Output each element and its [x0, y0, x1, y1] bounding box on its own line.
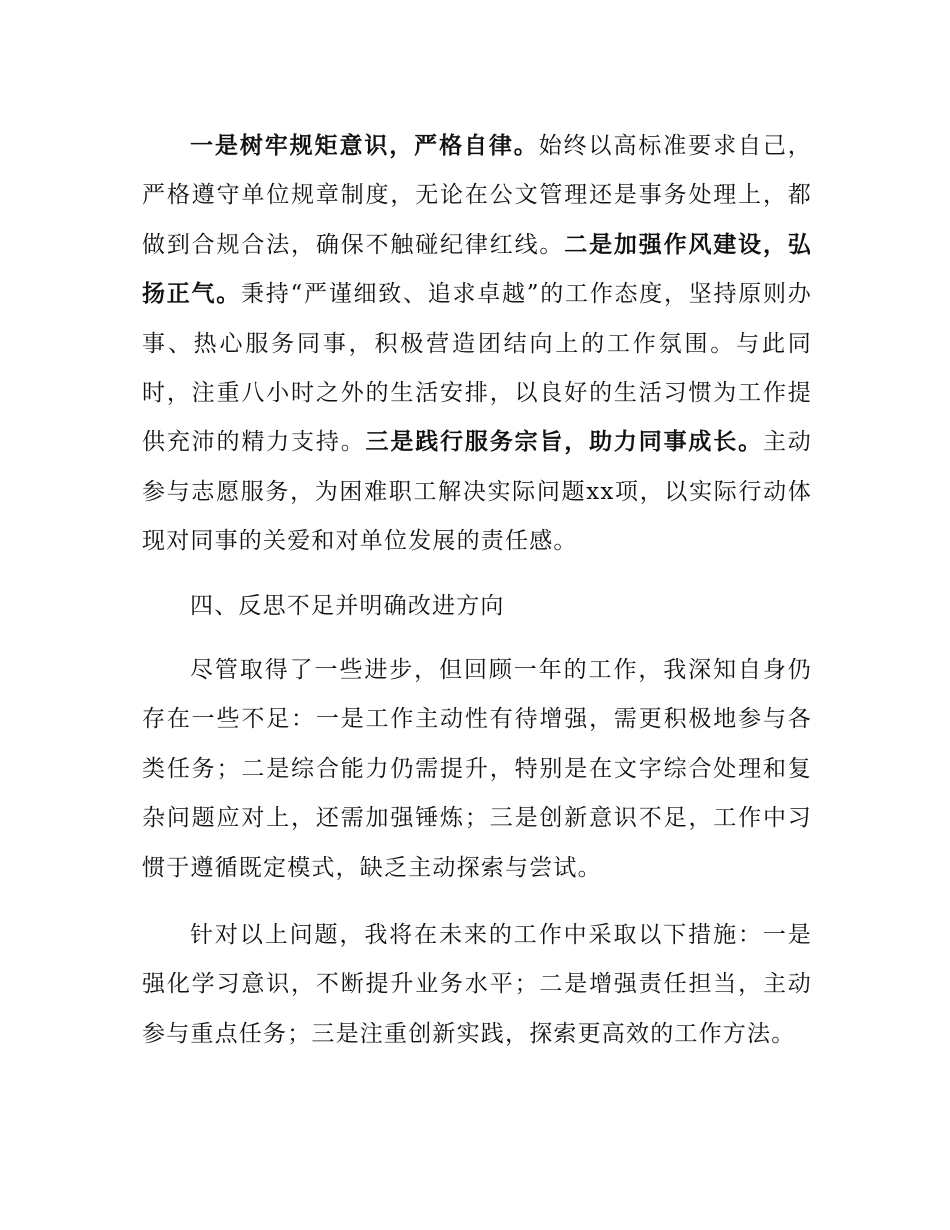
- paragraph-discipline: [142, 122, 812, 567]
- paragraph-text-2: 秉持“严谨细致、追求卓越”的工作态度，坚持原则办事、热心服务同事，积极营造团结向上的工作氛围。与此同时，注重八小时之外的生活安排，以良好的生活习惯为工作提供充沛的精力支持。: [142, 281, 812, 456]
- paragraph-shortcomings: 尽管取得了一些进步，但回顾一年的工作，我深知自身仍存在一些不足：一是工作主动性有待增强，需更积极地参与各类任务；二是综合能力仍需提升，特别是在文字综合处理和复杂问题应对上，还需加强锤炼；三是创新意识不足，工作中习惯于遵循既定模式，缺乏主动探索与尝试。: [142, 657, 812, 881]
- paragraph-measures: 针对以上问题，我将在未来的工作中采取以下措施：一是强化学习意识，不断提升业务水平；二是增强责任担当，主动参与重点任务；三是注重创新实践，探索更高效的工作方法。: [142, 922, 812, 1047]
- bold-point-3: 三是践行服务宗旨，助力同事成长。: [365, 429, 763, 456]
- bold-point-1: 一是树牢规矩意识，严格自律。: [190, 133, 539, 159]
- bold-point-2: 二是加强作风建设，弘扬正气。: [142, 231, 812, 308]
- paragraph-text-3: 主动参与志愿服务，为困难职工解决实际问题xx项，以实际行动体现对同事的关爱和对单位发展的责任感。: [142, 429, 812, 555]
- section-heading: 四、反思不足并明确改进方向: [190, 593, 505, 619]
- paragraph-text-1: 始终以高标准要求自己，严格遵守单位规章制度，无论在公文管理还是事务处理上，都做到合规合法，确保不触碰纪律红线。: [142, 133, 812, 258]
